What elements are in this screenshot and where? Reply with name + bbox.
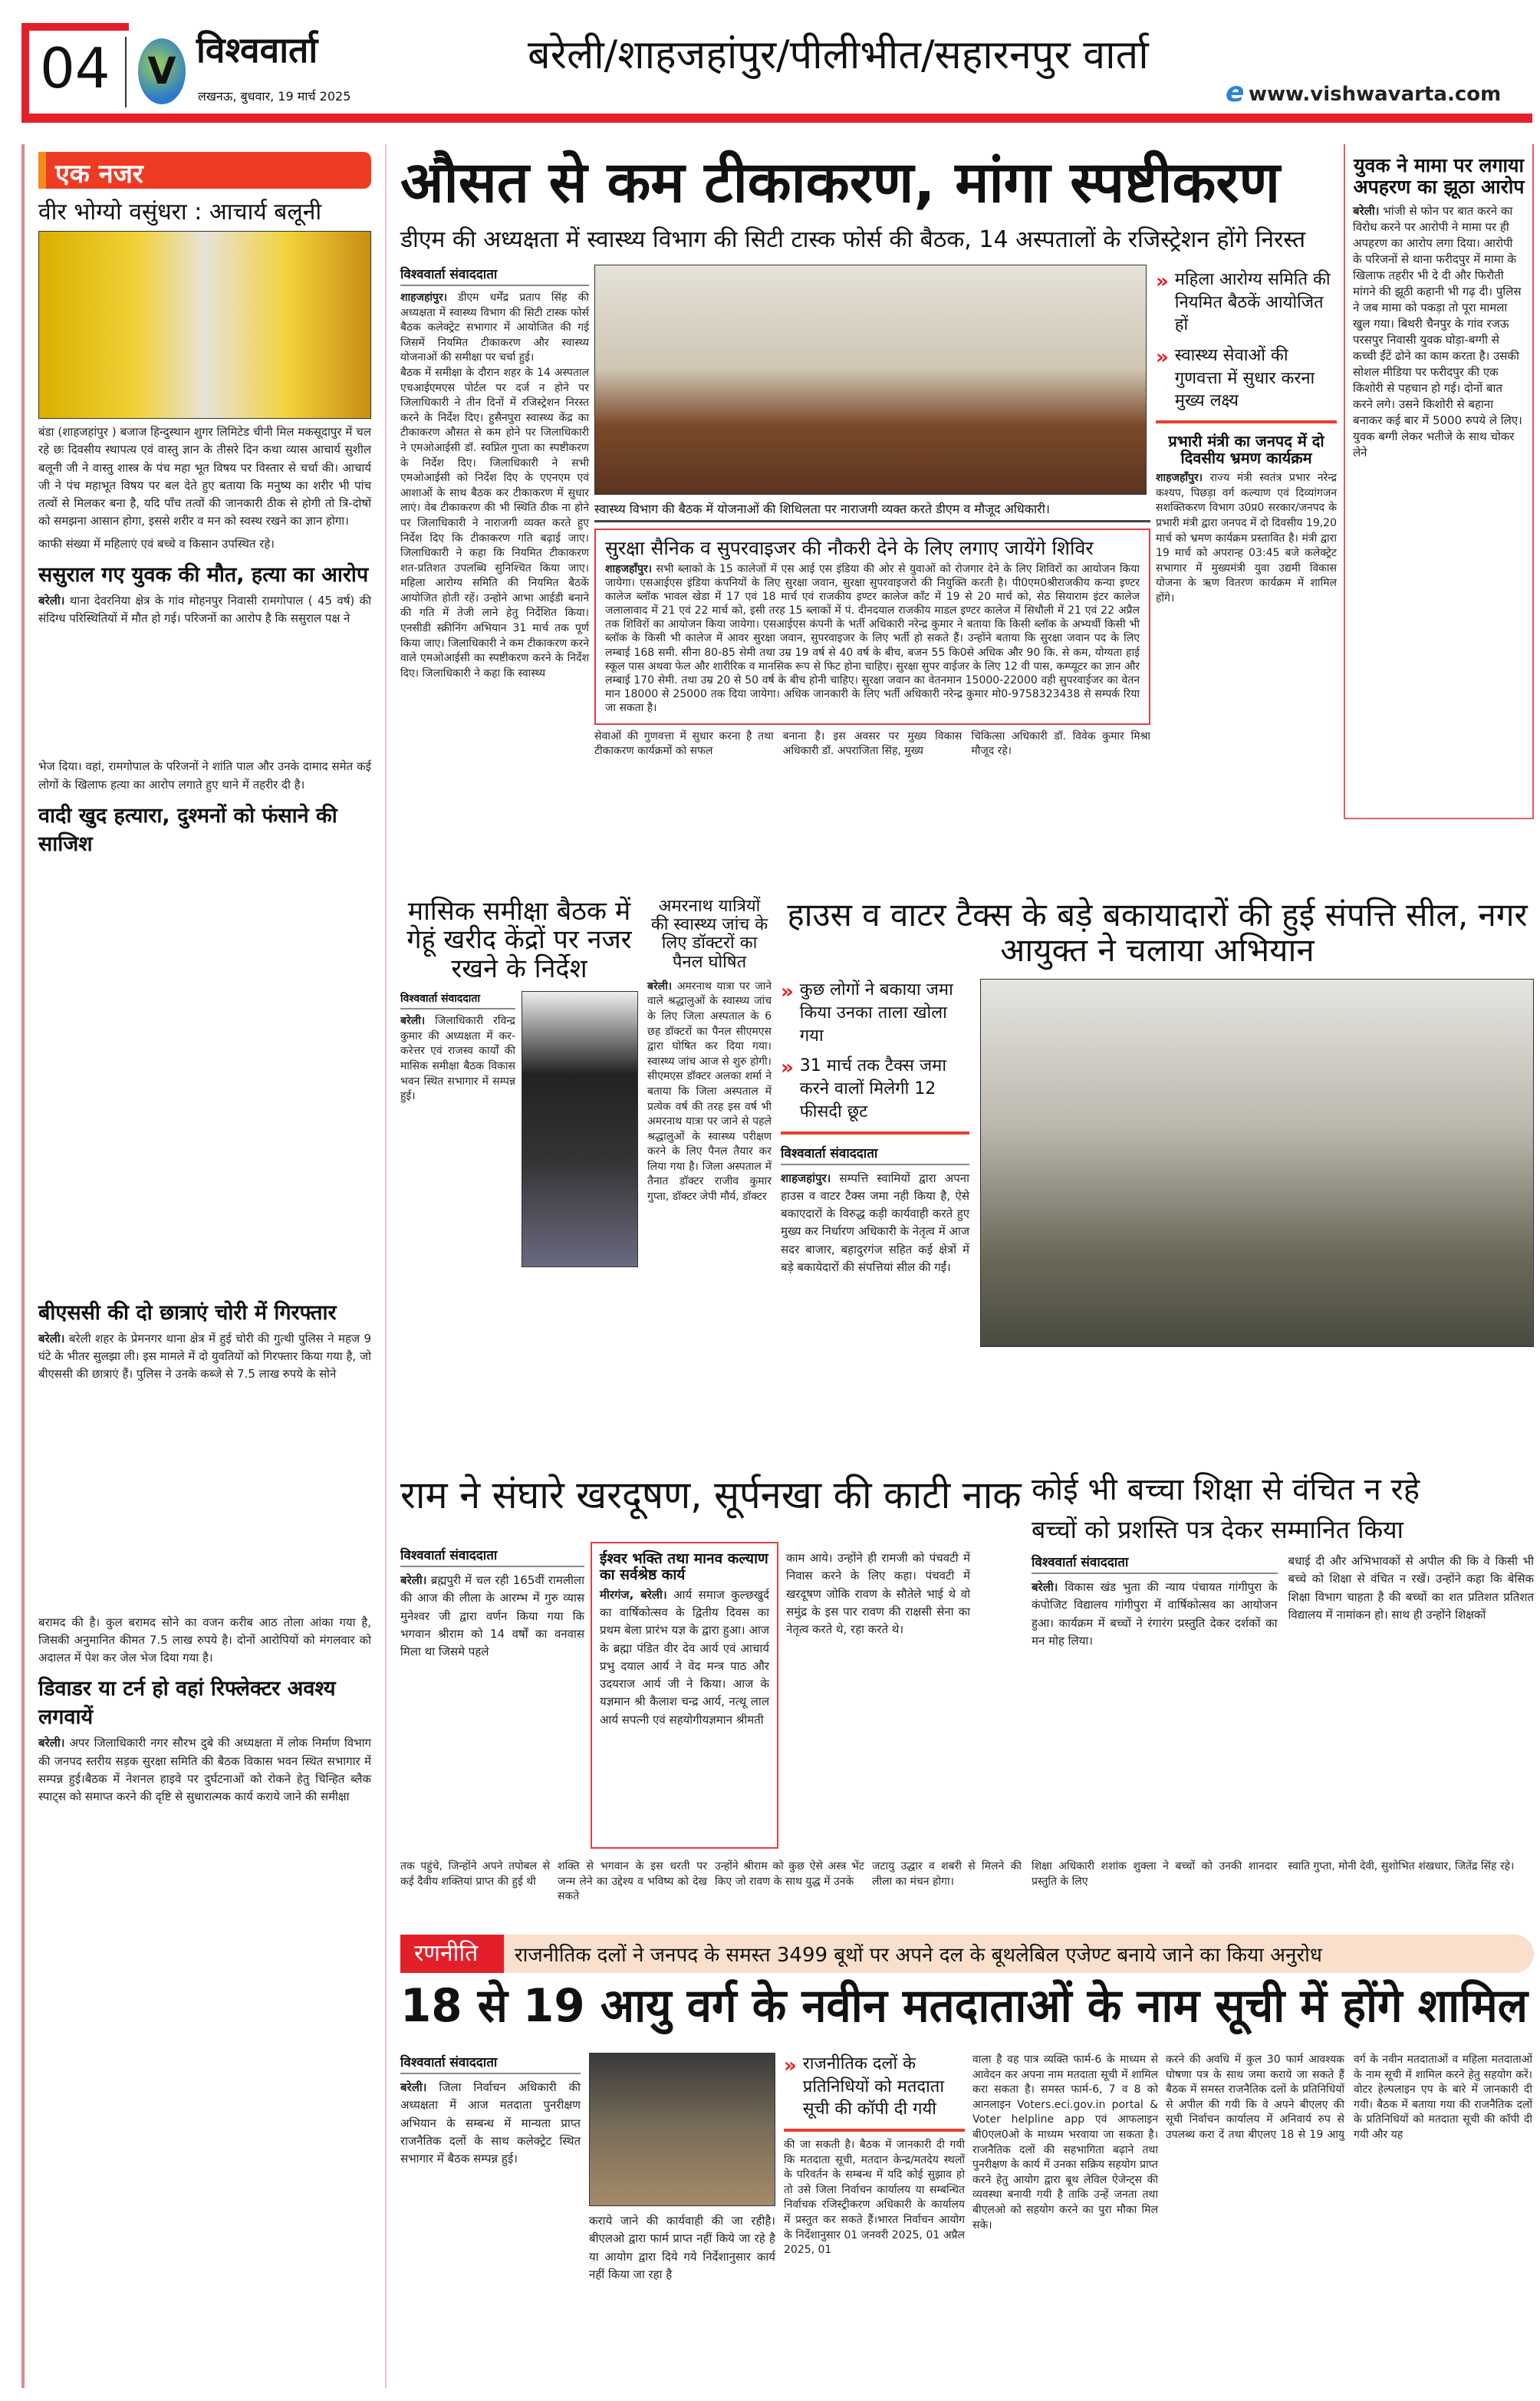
tax-story	[781, 897, 1534, 1347]
wheat-headline: मासिक समीक्षा बैठक में गेहूं खरीद केंद्रों पर नजर रखने के निर्देश	[406, 896, 632, 984]
story-body: बैठक में समीक्षा के दौरान शहर के 14 अस्पताल एचआईएमएस पोर्टल पर दर्ज न होने पर जिलाधिकारी ने तीन दिनों में रजिस्ट्रेशन निरस्त करने के निर्देश दिए। हुसैनपुरा स्वास्थ्य केंद्र का टीकाकरण औसत से कम होने पर जिलाधिकारी ने एमओआईसी डॉ. स्वप्निल गुप्ता का स्पष्टीकरण के निर्देश दिए। जिलाधिकारी ने सभी एमओआईसी को निर्देश दिए के एएनएम एवं आशाओं के साथ बैठक कर टीकाकरण में सुधार लाएं। वेब टीकाकरण की भी स्थिति ठीक ना होने पर जिलाधिकारी ने नाराजगी व्यक्त करते हुए निर्देश दिए कि टीकाकरण गति बढ़ाई जाए। जिलाधिकारी ने कहा कि नियमित टीकाकरण शत-प्रतिशत उपलब्धि सुनिश्चित किया जाए। महिला आरोग्य समिति की नियमित बैठकें आयोजित होती रहें। उन्होने आभा आईडी बनाने की गति में तेजी लाने हेतु निर्देशित किया। एनसीडी स्क्रीनिंग अभियान 31 मार्च तक पूर्ण किया जाए। जिलाधिकारी ने कम टीकाकरण करने वाले एमओआईसी का स्पष्टीकरण करने के निर्देश दिए। जिलाधिकारी ने कहा कि स्वास्थ्य	[400, 366, 589, 680]
story-body: चिकित्सा अधिकारी डॉ. विवेक कुमार मिश्रा मौजूद रहे।	[971, 730, 1150, 758]
story-body: बंडा (शाहजहांपुर ) बजाज हिन्दुस्थान शुगर लिमिटेड चीनी मिल मकसूदापुर में चल रहे छः दिवसीय स्थापत्य एवं वास्तु ज्ञान के तीसरे दिन कथा व्यास आचार्य सुशील बलूनी जी ने वास्तु शास्त्र के पंच महा भूत विषय पर विस्तार से चर्चा की। आचार्य जी ने पंच महाभूत विषय पर बल देते हुए बताया कि मनुष्य का शरीर भी पांच तत्वों से मिलकर बना है, यदि पाँच तत्वों की जानकारी ठीक से होगी तो त्रि-दोषों को समझना आसान होगा, इससे शरीर व मन को स्वस्थ रखने का ज्ञान होगा।	[38, 425, 371, 529]
dateline: बरेली।	[400, 1573, 427, 1587]
story-body: स्वाति गुप्ता, मोनी देवी, सुशोभित शंखधार, जितेंद्र सिंह रहे।	[1288, 1860, 1515, 1872]
tax-headline: हाउस व वाटर टैक्स के बड़े बकायादारों की हुई संपत्ति सील, नगर आयुक्त ने चलाया अभियान	[787, 896, 1528, 970]
dateline: शाहजहाँपुर।	[1156, 472, 1203, 485]
voters-headline: 18 से 19 आयु वर्ग के नवीन मतदाताओं के नाम सूची में होंगे शामिल	[400, 1979, 1528, 2033]
story-body: बरामद की है। कुल बरामद सोने का वजन करीब आठ तोला आंका गया है, जिसकी अनुमानित कीमत 7.5 लाख रुपये है। दोनों आरोपियों को मंगलवार को अदालत में पेश कर जेल भेज दिया गया है।	[38, 1615, 371, 1665]
dateline: बरेली।	[38, 593, 65, 608]
ram-ending	[400, 1859, 1022, 1905]
masthead	[21, 23, 1532, 123]
story-body: बनाना है। इस अवसर पर मुख्य विकास अधिकारी डॉ. अपराजिता सिंह, मुख्य	[782, 730, 962, 758]
story-headline: वादी खुद हत्यारा, दुश्मनों को फंसाने की साजिश	[38, 803, 337, 856]
story-headline: ससुराल गए युवक की मौत, हत्या का आरोप	[38, 562, 369, 587]
arya-samaj-box	[591, 1542, 778, 1849]
story-body: करने की अवधि में कुल 30 फार्म आवश्यक घोषणा पत्र के साथ जमा कराये जा सकते हैं बैठक में समस्त राजनैतिक दलों के प्रतिनिधियों से अपील की गयी कि वे अपने बीएलए की सूची निर्वाचन कार्यालय में अनिवार्य रुप से उपलब्ध करा दें तथा बीएलए 18 से 19 आयु वर्ग के नवीन मतदाताओं व महिला मतदाताओं के नाम सूची में शामिल करने हेतु सहयोग करें। वोटर हेल्पलाइन एप के बारे में जानकारी दी गयी। बैठक में बताया गया की राजनैतिक दलों के प्रतिनिधियों को मतदाता सूची की कॉपी दी गयी और यह	[1166, 2054, 1532, 2141]
dateline: लखनऊ, बुधवार, 19 मार्च 2025	[198, 89, 351, 104]
dateline: मीरगंज, बरेली।	[600, 1587, 667, 1602]
dateline: शाहजहांपुर।	[400, 291, 448, 304]
lead-subhead: डीएम की अध्यक्षता में स्वास्थ्य विभाग की सिटी टास्क फोर्स की बैठक, 14 अस्पतालों के रजिस्ट्रेशन होंगे निरस्त	[400, 226, 1306, 253]
story-body: आर्य समाज कुल्छखुर्द का वार्षिकोत्सव के द्वितीय दिवस का प्रथम बेला प्रारंभ यज्ञ के द्वारा हुआ। आज के ब्रह्मा पंडित वीर देव आर्य एवं आचार्य प्रभु दयाल आर्य ने वेद मन्त्र पाठ और उदयराज आर्य जी ने किया। आज के यज्ञमान श्री कैलाश चन्द्र आर्य, नत्थू लाल आर्य सपत्नी एवं सहयोगीयज्ञमान श्रीमती	[600, 1587, 769, 1727]
story-body: बरेली शहर के प्रेमनगर थाना क्षेत्र में हुई चोरी की गुत्थी पुलिस ने महज 9 घंटे के भीतर सुलझा ली। इस मामले में दो युवतियों को गिरफ्तार किया गया है, जो बीएससी की छात्राएं हैं। पुलिस ने उनके कब्जे से 7.5 लाख रुपये के सोने	[38, 1331, 371, 1382]
story-headline: युवक ने मामा पर लगाया अपहरण का झूठा आरोप	[1353, 154, 1525, 198]
byline: विश्ववार्ता संवाददाता	[400, 265, 589, 286]
story-headline: सुरक्षा सैनिक व सुपरवाइजर की नौकरी देने के लिए लगाए जायेंगे शिविर	[605, 537, 1094, 559]
dateline: बरेली।	[400, 2080, 427, 2094]
highlight-item: स्वास्थ्य सेवाओं की गुणवत्ता में सुधार करना मुख्य लक्ष्य	[1174, 346, 1315, 411]
highlight-item: महिला आरोग्य समिति की नियमित बैठकें आयोजित हों	[1174, 270, 1331, 335]
story-body: राज्य मंत्री स्वतंत्र प्रभार नरेन्द्र कश्यप, पिछड़ा वर्ग कल्याण एवं दिव्यांगजन सशक्तिकरण विभाग उ0प्र0 सरकार/जनपद के प्रभारी मंत्री द्वारा जनपद में दो दिवसीय 19,20 मार्च को भ्रमण कार्यक्रम प्रस्तावित है। मंत्री द्वारा 19 मार्च को अपरान्ह 03:45 बजे कलेक्ट्रेट सभागार में मुख्यमंत्री युवा उद्यमी विकास योजना के ऋण वितरण कार्यक्रम में शामिल होंगे।	[1156, 472, 1337, 604]
row-two	[400, 897, 1534, 1347]
event-photo	[38, 231, 371, 419]
left-column	[21, 144, 387, 2388]
byline: विश्ववार्ता संवाददाता	[400, 991, 515, 1009]
story-headline: प्रभारी मंत्री का जनपद में दो दिवसीय भ्रमण कार्यक्रम	[1168, 432, 1324, 468]
story-body: काम आये। उन्होंने ही रामजी को पंचवटी में निवास करने के लिए कहा। पंचवटी में खरदूषण जोकि रावण के सौतेले भाई थे वो समुंद्र के इस पार रावण की राक्षसी सेना का नेतृत्व करते थे, रहा करते थे।	[786, 1551, 970, 1636]
story-body: कराये जाने की कार्यवाही की जा रहीहै। बीएलओ द्वारा फार्म प्राप्त नहीं किये जा रहे है या आयोग द्वारा दिये गये निर्देशानुसार कार्य नहीं किया जा रहा है	[589, 2214, 775, 2281]
strap-line: राजनीतिक दलों ने जनपद के समस्त 3499 बूथों पर अपने दल के बूथलेबिल एजेण्ट बनाये जाने का किया अनुरोध	[515, 1944, 1322, 1967]
story-body: बधाई दी और अभिभावकों से अपील की कि वे किसी भी बच्चे को शिक्षा से वंचित न रखें। उन्होंने कहा कि बेसिक शिक्षा विभाग चाहता है की बच्चों का शत प्रतिशत प्रतिशत विद्यालय में नामांकन हो। साथ ही उन्होंने शिक्षकों	[1288, 1554, 1534, 1622]
page-number: 04	[40, 36, 110, 100]
amarnath-story	[647, 897, 772, 1205]
review-meeting-photo	[522, 991, 638, 1267]
story-body: डीएम धर्मेंद्र प्रताप सिंह की अध्यक्षता में स्वास्थ्य विभाग की सिटी टास्क फोर्स बैठक कलेक्ट्रेट सभागार में आयोजित की गई जिसमें नियमित टीकाकरण और स्वास्थ्य योजनाओं की समीक्षा पर चर्चा हुई।	[400, 291, 590, 364]
story-body: सभी ब्लाको के 15 कालेजों में एस आई एस इंडिया की ओर से युवाओं को रोजगार देने के लिए शिविरों का आयोजन किया जायेगा। एसआईएस इंडिया कंपनियों के लिए सुरक्षा जवान, सुरक्षा सुपरवाइजरो की नियुक्ति करती है। पी0एम0श्रीराजकीय कन्या इण्टर कालेज ब्लॉक भावल खेडा में 17 एवं 18 मार्च एवं राजकीय इण्टर कालेज कॉंट में 19 से 20 मार्च को, सेठ सियाराम इंटर कालेज जलालावाद में 21 एवं 22 मार्च को, इसी तरह 15 ब्लाकों में पं. दीनदयाल राजकीय माडल इण्टर कालेज में सिधौली में 21 एवं 22 अप्रैल तक शिविरों का आयोजन किया जायेगा। एसआईएस कंपनी के भर्ती अधिकारी नरेन्द्र कुमार ने बताया कि किसी ब्लॉक के अभ्यर्थी किसी भी ब्लॉक के किसी भी कालेज में आवर सुरक्षा जवान, सुपरवाइजर के लिए भर्ती हो सकते हैं। उन्होंने बताया कि सुरक्षा जवान पद के लिए लम्बाई 168 समी. सीना 80-85 सेमी तथा उम्र 19 वर्ष से 40 वर्ष के बीच, बजन 55 कि0से अधिक और 90 कि. से कम, योग्यता हाई स्कूल पास अथवा फेल और शारीरिक व मानसिक रूप से फिट होना चाहिए। सुरक्षा सुपर वाईजर के लिए 12 वी पास, कम्प्यूटर का ज्ञान और लम्बाई 170 सेमी. तथा उम्र 20 से 50 वर्ष के बीच होनी चाहिए। सुरक्षा जवान का वेतनमान 15000-22000 वही सुपरवाईजर का वेतन मान 18000 से 25000 तक दिया जायेगा। अधिक जानकारी के लिए भर्ती अधिकारी नरेन्द्र कुमार मो0-9758323438 से सम्पर्क रिया जा सकता है।	[605, 562, 1140, 715]
edition-title: बरेली/शाहजहांपुर/पीलीभीत/सहारनपुर वार्ता	[528, 32, 1149, 78]
story-body: अमरनाथ यात्रा पर जाने वाले श्रद्धालुओं के स्वास्थ्य जांच के लिए जिला अस्पताल के 6 छह डॉक्टरों का पैनल सीएमएस द्वारा घोषित कर दिया गया। स्वास्थ्य जांच आज से शुरु होगी। सीएमएस डॉक्टर अलका शर्मा ने बताया कि जिला अस्पताल में प्रत्येक वर्ष की तरह इस वर्ष भी अमरनाथ यात्रा पर जाने से पहले श्रद्धालुओं के स्वास्थ्य परीक्षण करने के लिए पैनल तैयार कर लिया गया है। जिला अस्पताल में तैनात डॉक्टर राजीव कुमार गुप्ता, डॉक्टर जेपी मौर्य, डॉक्टर	[647, 980, 772, 1204]
section-tag: रणनीति	[400, 1935, 504, 1973]
chevron-icon: »	[1156, 270, 1169, 293]
dateline: बरेली।	[1353, 204, 1380, 218]
browser-e-icon: e	[1226, 77, 1245, 108]
ranniti-strap	[400, 1935, 1534, 1973]
edu-headline: कोई भी बच्चा शिक्षा से वंचित न रहे	[1032, 1472, 1420, 1507]
dateline: बरेली।	[647, 980, 673, 993]
brand-name: विश्ववार्ता	[196, 29, 318, 71]
byline: विश्ववार्ता संवाददाता	[781, 1144, 969, 1165]
lead-highlights	[1156, 268, 1337, 606]
right-news-box	[1344, 144, 1534, 819]
edu-subhead: बच्चों को प्रशस्ति पत्र देकर सम्मानित किया	[1032, 1515, 1403, 1544]
lead-bottom-cols	[594, 730, 1150, 759]
story-body: जिला निर्वाचन अधिकारी की अध्यक्षता में आज मतदाता पुनरीक्षण अभियान के सम्बन्ध में मान्यता प्राप्त राजनैतिक दलों के साथ कलेक्ट्रेट स्थित सभागार में बैठक सम्पन्न हुई।	[400, 2080, 581, 2166]
story-body: तक पहुंचे, जिन्होंने अपने तपोबल से कई दैवीय शक्तियां प्राप्त की हुई थी	[400, 1860, 550, 1888]
security-jobs-box	[594, 529, 1150, 725]
photo-caption: स्वास्थ्य विभाग की बैठक में योजनाओं की शिथिलता पर नाराजगी व्यक्त करते डीएम व मौजूद अधिकारी।	[594, 497, 1150, 522]
story-body: जटायु उद्धार व शबरी से मिलने की लीला का मंचन होगा।	[872, 1860, 1022, 1888]
lead-right-flow	[594, 497, 1150, 759]
story-headline: वीर भोग्यो वसुंधरा : आचार्य बलूनी	[38, 199, 322, 226]
chevron-icon: »	[781, 980, 794, 1004]
wheat-story	[400, 897, 638, 1267]
story-headline: ईश्वर भक्ति तथा मानव कल्याण का सर्वश्रेष्ठ कार्य	[600, 1550, 768, 1583]
story-body: भांजी से फोन पर बात करने का विरोध करने पर आरोपी ने मामा पर ही अपहरण का आरोप लगा दिया। आरोपी के परिजनों से थाना फरीदपुर में मामा के खिलाफ तहरीर भी दे दी और फिरौती मांगने की झूठी कहानी भी गढ़ दी। पुलिस ने जब मामा को पकड़ा तो पूरा मामला खुल गया। बिथरी चैनपुर के गांव रजऊ परसपुर निवासी युवक घोड़ा-बग्गी से कच्ची ईंटें ढोने का काम करता है। उसकी सोशल मीडिया पर फरीदपुर की एक किशोरी से पहचान हो गई। दोनों बात करने लगे। उसने किशोरी से बहाना बनाकर कई बार में 5000 रुपये ले लिए। युवक बग्गी लेकर भतीजे के साथ चोकर लेने	[1353, 204, 1522, 459]
website-link[interactable]: www.vishwavarta.com	[1249, 83, 1502, 106]
dateline: शाहजहाँपुर।	[605, 562, 653, 575]
divider	[784, 2129, 965, 2132]
byline: विश्ववार्ता संवाददाता	[400, 1546, 584, 1567]
ram-headline: राम ने संघारे खरदूषण, सूर्पनखा की काटी नाक	[400, 1473, 1022, 1517]
dateline: शाहजहांपुर।	[781, 1171, 831, 1185]
byline: विश्ववार्ता संवाददाता	[400, 2053, 581, 2074]
chevron-icon: »	[781, 1056, 794, 1080]
highlight-item: राजनीतिक दलों के प्रतिनिधियों को मतदाता सूची की कॉपी दी गयी	[802, 2054, 945, 2119]
highlight-item: 31 मार्च तक टैक्स जमा करने वालों मिलेगी 12 फीसदी छूट	[799, 1056, 947, 1121]
story-headline: डिवाडर या टर्न हो वहां रिफ्लेक्टर अवश्य लगवायें	[38, 1677, 336, 1730]
story-body: शिक्षा अधिकारी शशांक शुक्ला ने बच्चों को उनकी शानदार प्रस्तुति के लिए	[1032, 1860, 1278, 1888]
story-body: शक्ति से भगवान के इस धरती पर जन्म लेने का उद्देश्य व भविष्य को देख सकते	[558, 1860, 707, 1903]
story-body: ब्रह्मपुरी में चल रही 165वीं रामलीला की आज की लीला के आरम्भ में गुरु व्यास मुनेश्वर जी द्वारा वर्णन किया गया कि भगवान श्रीराम को 14 वर्षों का वनवास मिला था जिसमे पहले	[400, 1573, 584, 1658]
story-body: थाना देवरनिया क्षेत्र के गांव मोहनपुर निवासी रामगोपाल ( 45 वर्ष) की संदिग्ध परिस्थितियों में मौत हो गई। परिजनों का आरोप है कि ससुराल पक्ष ने	[38, 593, 371, 625]
story-headline: बीएससी की दो छात्राएं चोरी में गिरफ्तार	[38, 1300, 337, 1325]
chevron-icon: »	[784, 2054, 797, 2077]
dateline: बरेली।	[1032, 1580, 1058, 1594]
section-label: एक नजर	[38, 152, 371, 189]
story-body: उन्होंने श्रीराम को कुछ ऐसे अस्त्र भेंट किए जो रावण के साथ युद्ध में उनके	[715, 1860, 864, 1888]
divider	[1156, 420, 1337, 423]
highlight-item: कुछ लोगों ने बकाया जमा किया उनका ताला खोला गया	[799, 980, 953, 1046]
property-seal-photo	[980, 979, 1534, 1347]
divider	[781, 1131, 969, 1135]
story-body: की जा सकती है। बैठक में जानकारी दी गयी कि मतदाता सूची, मतदान केन्द्र/मतदेय स्थलों के परिवर्तन के सम्बन्ध में यदि कोई सुझाव हो तो उसे जिला निर्वाचन कार्यालय या सम्बन्धित निर्वाचक रजिस्ट्रीकरण अधिकारी के कार्यालय में प्रस्तुत कर सकते हैं।भारत निर्वाचन आयोग के निर्देशानुसार 01 जनवरी 2025, 01 अप्रैल 2025, 01	[784, 2139, 965, 2257]
story-body: जिलाधिकारी रविन्द्र कुमार की अध्यक्षता में कर-करेत्तर एवं राजस्व कार्यों की मासिक समीक्षा बैठक विकास भवन स्थित सभागार में सम्पन्न हुई।	[400, 1015, 515, 1103]
dateline: बरेली।	[38, 1736, 65, 1751]
story-body: काफी संख्या में महिलाएं एवं बच्चे व किसान उपस्थित रहे।	[38, 536, 275, 551]
chevron-icon: »	[1156, 346, 1169, 370]
story-body: भेज दिया। वहां, रामगोपाल के परिजनों ने शांति पाल और उनके दामाद समेत कई लोगों के खिलाफ हत्या का आरोप लगाते हुए थाने में तहरीर दी है।	[38, 759, 371, 792]
story-body: अपर जिलाधिकारी नगर सौरभ दुबे की अध्यक्षता में लोक निर्माण विभाग की जनपद स्तरीय सड़क सुरक्षा समिति की बैठक विकास भवन स्थित सभागार में सम्पन्न हुई।बैठक में नेशनल हाइवे पर दुर्घटनाओं को रोकने हेतु चिन्हित ब्लैक स्पाट्स को समाप्त करने की दृष्टि से सुधारात्मक कार्य कराये जाने की समीक्षा	[38, 1736, 371, 1803]
story-body: सम्पत्ति स्वामियों द्वारा अपना हाउस व वाटर टैक्स जमा नही किया है, ऐसे बकाएदारों के विरुद्ध कड़ी कार्यवाही करते हुए मुख्य कर निर्धारण अधिकारी के नेतृत्व में आज सदर बाजार, बहादुरगंज सहित कई क्षेत्रों में बड़े बकायेदारों की संपत्तियां सील की गईं।	[781, 1171, 969, 1274]
dateline: बरेली।	[38, 1331, 65, 1345]
amarnath-headline: अमरनाथ यात्रियों की स्वास्थ्य जांच के लिए डॉक्टरों का पैनल घोषित	[650, 897, 768, 972]
lead-text-col	[400, 265, 589, 681]
dateline: बरेली।	[400, 1015, 426, 1028]
logo-icon: V	[138, 38, 186, 104]
byline: विश्ववार्ता संवाददाता	[1032, 1553, 1278, 1574]
story-body: वाला है वह पात्र व्यक्ति फार्म-6 के माध्यम से आवेदन कर अपना नाम मतदाता सूची में शामिल करा सकता है। समस्त फार्म-6, 7 व 8 को आनलाइन Voters.eci.gov.in portal & Voter helpline app एवं आफलाइन बी0एल0ओ के माध्यम भरवाया जा सकता है। राजनैतिक दलों की सहभागिता बढ़ाने तथा पुनरीक्षण के कार्य में उनका सक्रिय सहयोग प्राप्त करने हेतु आयोग द्वारा बूथ लेविल ऐजेन्ट्स की व्यवस्था बनायी गयी है ताकि उन्हें जनता तथा बीएलओ को सहयोग करने का पुरा मौका मिल सके।	[972, 2054, 1158, 2231]
story-body: विकास खंड भुता की न्याय पंचायत गांगीपुरा के कंपोजिट विद्यालय गांगीपुरा में वार्षिकोत्सव का आयोजन हुआ। कार्यक्रम में बच्चों ने रंगारंग प्रस्तुति देकर दर्शकों का मन मोह लिया।	[1032, 1580, 1278, 1648]
lead-headline: औसत से कम टीकाकरण, मांगा स्पष्टीकरण	[400, 150, 1281, 216]
story-body: सेवाओं की गुणवत्ता में सुधार करना है तथा टीकाकरण कार्यक्रमों को सफल	[594, 730, 774, 758]
election-meeting-photo	[589, 2053, 775, 2206]
meeting-photo	[594, 265, 1147, 495]
